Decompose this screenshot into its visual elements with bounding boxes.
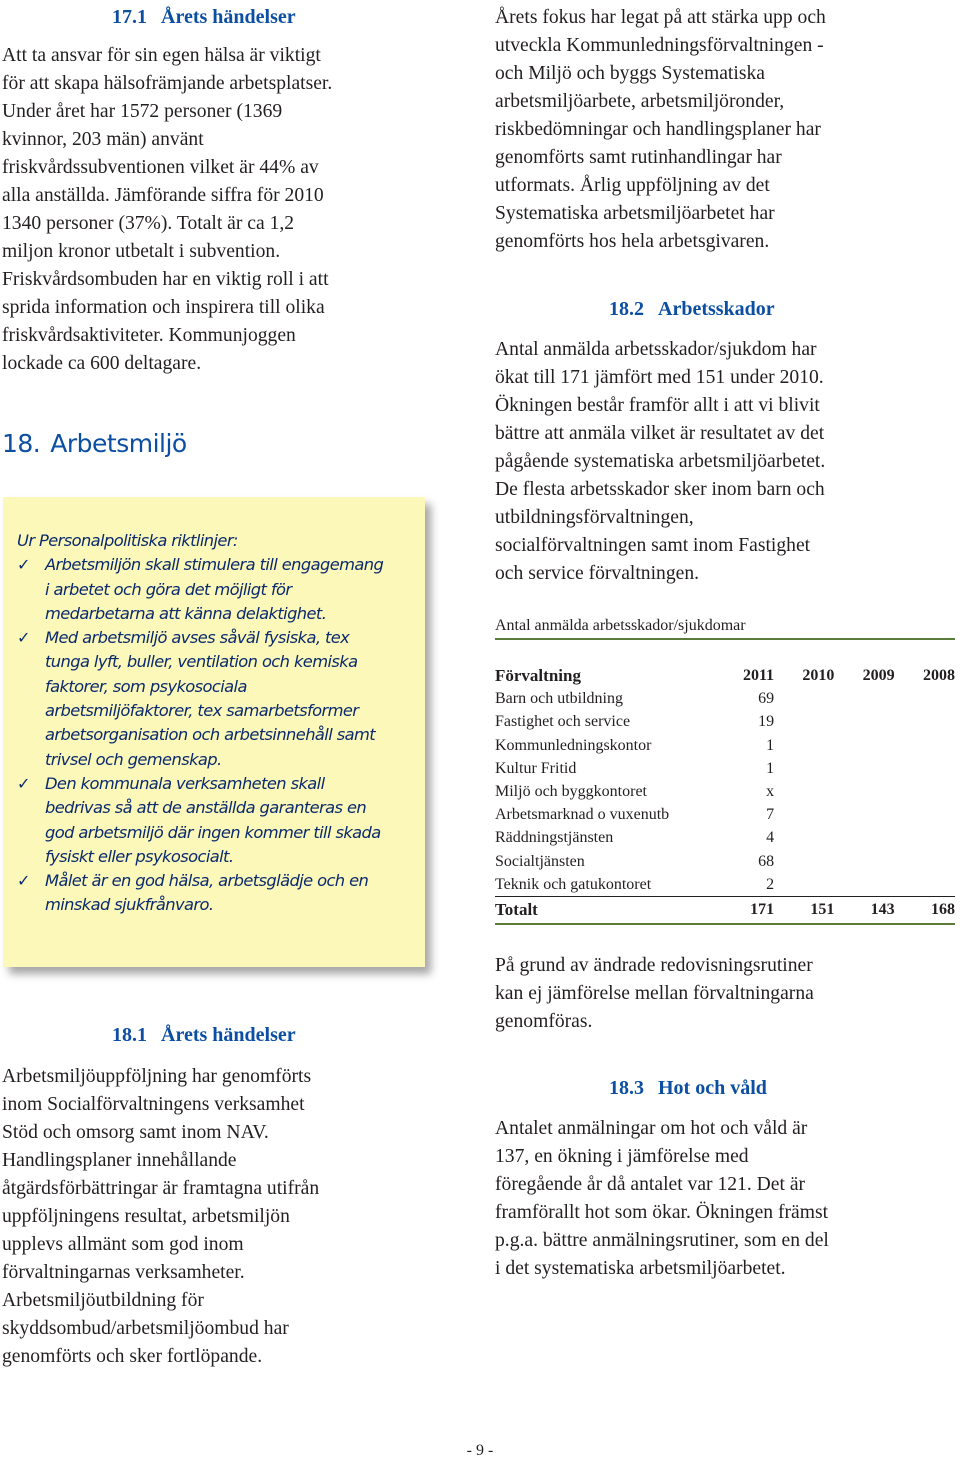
paragraph-18-3 xyxy=(495,1115,957,1283)
text-line: i det systematiska arbetsmiljöarbetet. xyxy=(495,1258,786,1279)
text-line: uppföljningens resultat, arbetsmiljön xyxy=(2,1206,290,1227)
table-cell: 2 xyxy=(766,875,775,893)
text-line: Den kommunala verksamheten skall xyxy=(45,773,325,793)
table-row xyxy=(495,734,955,757)
note-item xyxy=(17,869,415,918)
text-line: och service förvaltningen. xyxy=(495,563,700,584)
text-line: Stöd och omsorg samt inom NAV. xyxy=(2,1122,269,1143)
text-line: skyddsombud/arbetsmiljöombud har xyxy=(2,1318,289,1339)
section-title: Hot och våld xyxy=(658,1077,767,1099)
section-title: Arbetsskador xyxy=(658,298,775,320)
text-line: föregående år då antalet var 121. Det är xyxy=(495,1174,806,1195)
checkmark-icon: ✓ xyxy=(17,871,30,891)
text-line: Målet är en god hälsa, arbetsglädje och en xyxy=(45,871,369,891)
text-line: genomförts hos hela arbetsgivaren. xyxy=(495,231,770,252)
table-row xyxy=(495,826,955,849)
text-line: upplevs allmänt som god inom xyxy=(2,1234,244,1255)
table-header-row xyxy=(495,664,955,687)
table-header: 2011 xyxy=(742,667,775,684)
text-line: Antalet anmälningar om hot och våld är xyxy=(495,1118,808,1139)
text-line: faktorer, som psykosociala xyxy=(45,676,247,696)
text-line: Antal anmälda arbetsskador/sjukdom har xyxy=(495,339,817,360)
text-line: friskvårdsaktiviteter. Kommunjoggen xyxy=(2,325,296,346)
chapter-title: Arbetsmiljö xyxy=(50,429,187,458)
table-cell: 168 xyxy=(931,901,955,919)
text-line: Under året har 1572 personer (1369 xyxy=(2,101,283,122)
text-line: arbetsmiljöarbete, arbetsmiljöronder, xyxy=(495,91,785,112)
text-line: minskad sjukfrånvaro. xyxy=(45,895,214,915)
paragraph-health xyxy=(2,42,472,378)
section-number: 18.2 xyxy=(609,298,644,320)
table-cell: 68 xyxy=(758,852,775,870)
text-line: bedrivas så att de anställda garanteras en xyxy=(45,798,367,818)
note-item xyxy=(17,626,415,772)
section-number: 17.1 xyxy=(112,6,147,28)
text-line: Ökningen består framför allt i att vi blivit xyxy=(495,395,820,416)
section-number: 18.3 xyxy=(609,1077,644,1099)
text-line: inom Socialförvaltningens verksamhet xyxy=(2,1094,305,1115)
text-line: och Miljö och byggs Systematiska xyxy=(495,63,765,84)
table-cell: 1 xyxy=(766,759,775,777)
table-cell: 1 xyxy=(766,736,775,754)
table-header: 2009 xyxy=(862,667,895,684)
text-line: Årets fokus har legat på att stärka upp och xyxy=(495,7,826,28)
text-line: tunga lyft, buller, ventilation och kemiska xyxy=(45,652,358,672)
table-caption: Antal anmälda arbetsskador/sjukdomar xyxy=(495,617,746,634)
text-line: framförallt hot som ökar. Ökningen främst xyxy=(495,1202,829,1223)
table-cell: Räddningstjänsten xyxy=(495,829,614,847)
note-heading: Ur Personalpolitiska riktlinjer: xyxy=(17,531,238,550)
text-line: genomföras. xyxy=(495,1011,593,1032)
text-line: Arbetsmiljöuppföljning har genomförts xyxy=(2,1066,312,1087)
table-row xyxy=(495,803,955,826)
text-line: riskbedömningar och handlingsplaner har xyxy=(495,119,821,140)
text-line: De flesta arbetsskador sker inom barn och xyxy=(495,479,825,500)
text-line: Arbetsmiljöutbildning för xyxy=(2,1290,204,1311)
table-header: Förvaltning xyxy=(495,666,581,685)
table-header: 2010 xyxy=(802,667,835,684)
note-content xyxy=(17,529,415,918)
table-cell: Kultur Fritid xyxy=(495,759,577,777)
text-line: bättre att anmäla vilket är resultatet av det xyxy=(495,423,825,444)
text-line: 137, en ökning i jämförelse med xyxy=(495,1146,749,1167)
checkmark-icon: ✓ xyxy=(17,773,30,793)
text-line: god arbetsmiljö där ingen kommer till skada xyxy=(45,822,381,842)
note-item xyxy=(17,553,415,626)
table-header: 2008 xyxy=(923,667,955,684)
text-line: utbildningsförvaltningen, xyxy=(495,507,694,528)
stats-table xyxy=(495,664,955,925)
section-title: Årets händelser xyxy=(161,6,296,28)
text-line: Handlingsplaner innehållande xyxy=(2,1150,237,1171)
section-17-1-heading xyxy=(112,6,472,29)
text-line: trivsel och gemenskap. xyxy=(45,749,222,769)
table-cell: 151 xyxy=(810,901,835,919)
text-line: Friskvårdsombuden har en viktig roll i att xyxy=(2,269,329,290)
table-row xyxy=(495,850,955,873)
table-total-row xyxy=(495,897,955,925)
note-checklist xyxy=(17,553,415,917)
checkmark-icon: ✓ xyxy=(17,555,30,575)
text-line: medarbetarna att känna delaktighet. xyxy=(45,603,327,623)
table-cell: Arbetsmarknad o vuxenutb xyxy=(495,806,670,824)
section-number: 18.1 xyxy=(112,1024,147,1046)
table-row xyxy=(495,780,955,803)
table-cell: Fastighet och service xyxy=(495,713,631,731)
chapter-18-heading xyxy=(2,429,187,458)
text-line: Med arbetsmiljö avses såväl fysiska, tex xyxy=(45,628,350,648)
table-row xyxy=(495,873,955,897)
table-cell: Kommunledningskontor xyxy=(495,736,652,754)
text-line: alla anställda. Jämförande siffra för 2010 xyxy=(2,185,324,206)
section-18-1-heading xyxy=(112,1024,472,1047)
text-line: ökat till 171 jämfört med 151 under 2010. xyxy=(495,367,824,388)
table-cell: 69 xyxy=(758,690,775,708)
text-line: kan ej jämförelse mellan förvaltningarna xyxy=(495,983,814,1004)
text-line: arbetsorganisation och arbetsinnehåll samt xyxy=(45,725,376,745)
table-cell: 7 xyxy=(766,806,775,824)
text-line: lockade ca 600 deltagare. xyxy=(2,353,202,374)
text-line: i arbetet och göra det möjligt för xyxy=(45,579,292,599)
text-line: sprida information och inspirera till olika xyxy=(2,297,325,318)
text-line: Systematiska arbetsmiljöarbetet har xyxy=(495,203,775,224)
text-line: friskvårdssubventionen vilket är 44% av xyxy=(2,157,319,178)
page-number: - 9 - xyxy=(466,1442,494,1459)
table-cell: Teknik och gatukontoret xyxy=(495,875,652,893)
text-line: åtgärdsförbättringar är framtagna utifrån xyxy=(2,1178,320,1199)
text-line: socialförvaltningen samt inom Fastighet xyxy=(495,535,811,556)
table-cell: 4 xyxy=(766,829,775,847)
paragraph-18-1 xyxy=(2,1063,472,1371)
section-18-3-heading xyxy=(609,1077,949,1100)
table-row xyxy=(495,710,955,733)
note-item xyxy=(17,772,415,869)
text-line: förvaltningarnas verksamheter. xyxy=(2,1262,245,1283)
text-line: utveckla Kommunledningsförvaltningen - xyxy=(495,35,824,56)
table-cell: Barn och utbildning xyxy=(495,690,623,708)
text-line: miljon kronor utbetalt i subvention. xyxy=(2,241,281,262)
text-line: Att ta ansvar för sin egen hälsa är viktigt xyxy=(2,45,321,66)
chapter-number: 18. xyxy=(2,429,41,458)
section-title: Årets händelser xyxy=(161,1024,296,1046)
table-cell: 143 xyxy=(870,901,895,919)
text-line: fysiskt eller psykosocialt. xyxy=(45,846,234,866)
text-line: p.g.a. bättre anmälningsrutiner, som en del xyxy=(495,1230,829,1251)
text-line: Arbetsmiljön skall stimulera till engagemang xyxy=(45,555,384,575)
text-line: arbetsmiljöfaktorer, tex samarbetsformer xyxy=(45,701,359,721)
table-cell: 171 xyxy=(750,901,775,919)
table-cell: 19 xyxy=(758,713,775,731)
paragraph-after-table xyxy=(495,952,957,1036)
table-cell: Miljö och byggkontoret xyxy=(495,783,647,801)
text-line: kvinnor, 203 män) använt xyxy=(2,129,204,150)
text-line: för att skapa hälsofrämjande arbetsplatser. xyxy=(2,73,333,94)
table-cell: Totalt xyxy=(495,900,538,920)
table-row xyxy=(495,687,955,710)
text-line: utformats. Årlig uppföljning av det xyxy=(495,175,770,196)
checkmark-icon: ✓ xyxy=(17,628,30,648)
table-row xyxy=(495,757,955,780)
paragraph-18-2 xyxy=(495,336,957,588)
text-line: genomförts samt rutinhandlingar har xyxy=(495,147,782,168)
text-line: pågående systematiska arbetsmiljöarbetet. xyxy=(495,451,826,472)
table-cell: x xyxy=(766,783,775,801)
text-line: genomförts och sker fortlöpande. xyxy=(2,1346,263,1367)
injury-table xyxy=(495,664,955,925)
table-top-rule xyxy=(495,638,955,640)
section-18-2-heading xyxy=(609,298,949,321)
guidelines-note xyxy=(3,497,426,975)
paragraph-focus xyxy=(495,4,955,256)
text-line: 1340 personer (37%). Totalt är ca 1,2 xyxy=(2,213,295,234)
text-line: På grund av ändrade redovisningsrutiner xyxy=(495,955,813,976)
table-cell: Socialtjänsten xyxy=(495,852,585,870)
